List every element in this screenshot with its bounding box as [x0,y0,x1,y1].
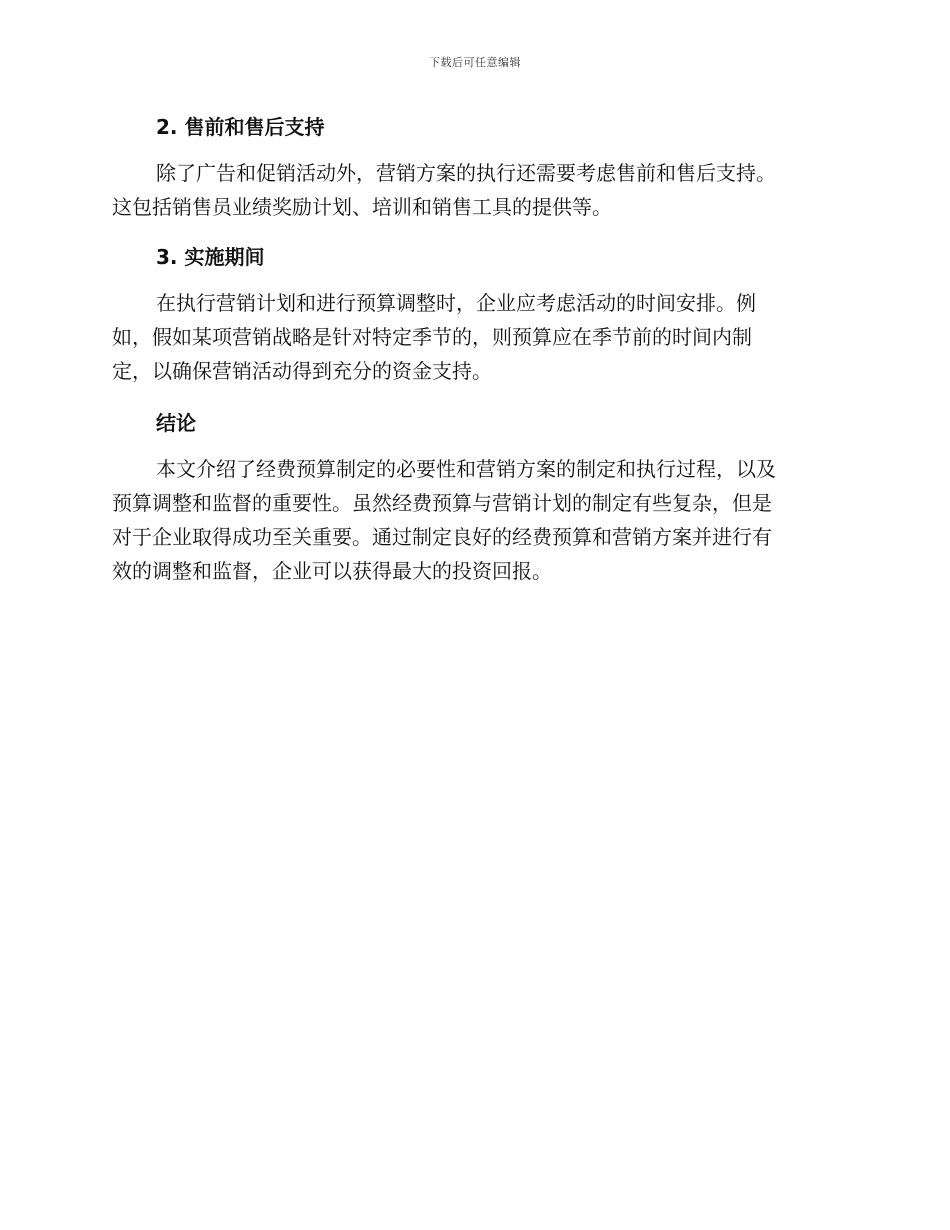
page-header: 下载后可任意编辑 [429,56,521,69]
paragraph-line: 除了广告和促销活动外，营销方案的执行还需要考虑售前和售后支持。 [156,161,776,185]
paragraph-line: 在执行营销计划和进行预算调整时，企业应考虑活动的时间安排。例 [156,291,756,315]
paragraph-line: 预算调整和监督的重要性。虽然经费预算与营销计划的制定有些复杂，但是 [112,491,772,515]
paragraph-conclusion [112,452,834,588]
section-heading-implementation-period: 3. 实施期间 [156,245,265,269]
paragraph-line: 效的调整和监督，企业可以获得最大的投资回报。 [112,559,552,583]
paragraph-implementation-period [112,286,834,388]
paragraph-line: 对于企业取得成功至关重要。通过制定良好的经费预算和营销方案并进行有 [112,525,772,549]
paragraph-line: 本文介绍了经费预算制定的必要性和营销方案的制定和执行过程，以及 [156,457,776,481]
document-body [112,110,834,588]
paragraph-line: 如，假如某项营销战略是针对特定季节的，则预算应在季节前的时间内制 [112,325,752,349]
section-heading-conclusion: 结论 [156,411,196,435]
section-heading-support: 2. 售前和售后支持 [156,115,325,139]
paragraph-line: 定，以确保营销活动得到充分的资金支持。 [112,359,492,383]
paragraph-support [112,156,834,224]
paragraph-line: 这包括销售员业绩奖励计划、培训和销售工具的提供等。 [112,195,612,219]
